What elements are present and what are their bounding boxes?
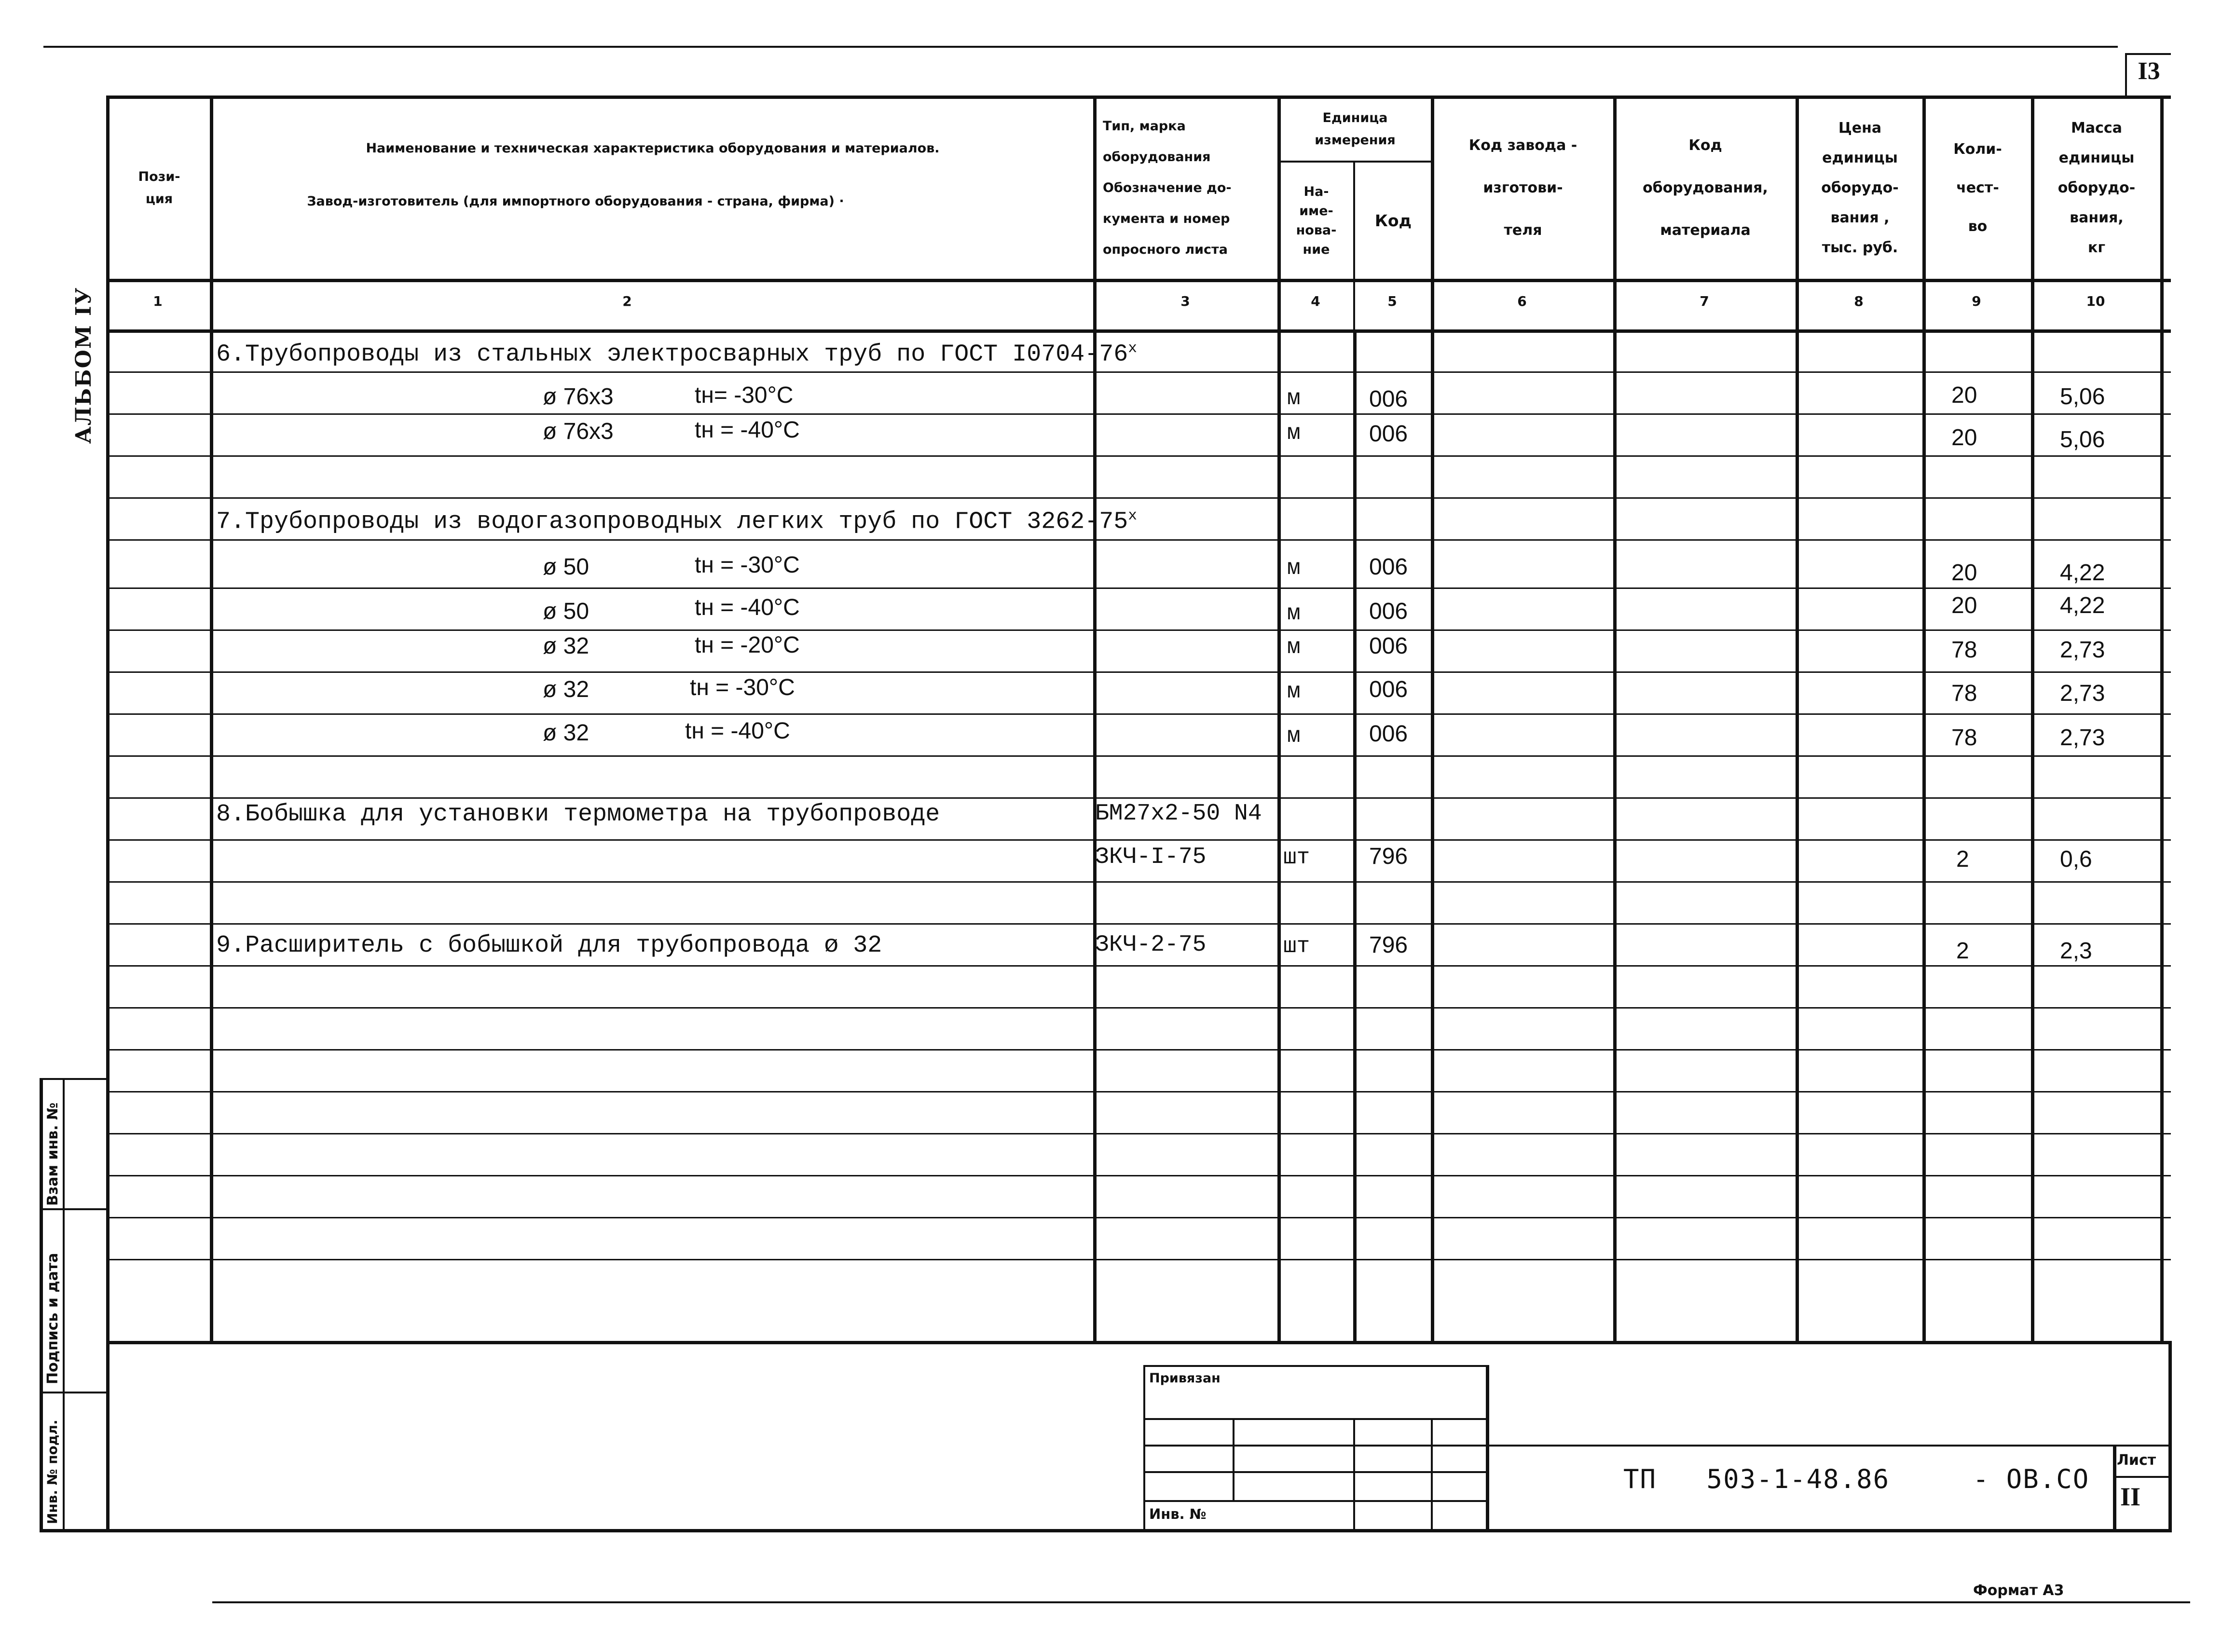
- unit-mass: 2,73: [2060, 681, 2105, 706]
- unit-mass: 0,6: [2060, 846, 2092, 872]
- section-title-sup: х: [1128, 507, 1137, 524]
- stamp-vzam: Взам инв. №: [44, 1102, 61, 1206]
- equipment-type: ЗКЧ-2-75: [1095, 932, 1207, 958]
- pipe-diameter: ø 50: [543, 599, 590, 624]
- format-label: Формат А3: [1973, 1582, 2064, 1599]
- unit-code: 006: [1369, 554, 1408, 580]
- unit-mass: 5,06: [2060, 427, 2105, 452]
- unit-mass: 4,22: [2060, 593, 2105, 618]
- pipe-temperature: tн = -40°C: [695, 595, 800, 620]
- header-unit-group: Единица измерения: [1315, 110, 1396, 148]
- stamp-inv: Инв. № подл.: [44, 1420, 60, 1524]
- pipe-diameter: ø 50: [543, 554, 590, 580]
- pipe-diameter: ø 32: [543, 720, 590, 746]
- header-quantity: Коли- чест- во: [1953, 141, 2002, 235]
- stamp-privyazan: Привязан: [1149, 1371, 1221, 1386]
- header-factory-code: Код завода - изготови- теля: [1468, 137, 1577, 239]
- unit-name: м: [1287, 724, 1301, 749]
- quantity: 78: [1951, 637, 1977, 663]
- pipe-diameter: ø 32: [543, 677, 590, 702]
- column-number: 3: [1180, 293, 1190, 309]
- header-mass: Масса единицы оборудо- вания, кг: [2057, 120, 2136, 256]
- section-7-title: [216, 507, 1137, 536]
- quantity: 78: [1951, 725, 1977, 751]
- section-9-title: 9.Расширитель с бобышкой для трубопровода ø 32: [216, 932, 882, 959]
- unit-name: м: [1287, 386, 1301, 411]
- unit-name: м: [1287, 635, 1301, 660]
- column-number: 1: [153, 293, 163, 309]
- sheet-label: Лист: [2117, 1452, 2156, 1469]
- pipe-diameter: ø 76x3: [543, 419, 614, 444]
- header-price: Цена единицы оборудо- вания , тыс. руб.: [1821, 120, 1899, 256]
- column-number: 9: [1972, 293, 1981, 309]
- pipe-diameter: ø 32: [543, 633, 590, 659]
- header-name-line1: Наименование и техническая характеристика оборудования и материалов.: [366, 141, 940, 156]
- page-number: I3: [2138, 57, 2160, 85]
- unit-name: шт: [1283, 934, 1310, 959]
- unit-code: 006: [1369, 599, 1408, 624]
- header-unit-code: Код: [1374, 211, 1412, 230]
- pipe-temperature: tн = -40°C: [685, 718, 790, 744]
- equipment-type: ЗКЧ-I-75: [1095, 844, 1207, 870]
- quantity: 20: [1951, 425, 1977, 451]
- unit-name: м: [1287, 679, 1301, 704]
- section-6-title: [216, 340, 1137, 369]
- stamp-podpis: Подпись и дата: [44, 1253, 61, 1384]
- stamp-inv-no: Инв. №: [1149, 1506, 1207, 1522]
- quantity: 20: [1951, 382, 1977, 408]
- quantity: 2: [1956, 938, 1969, 964]
- quantity: 20: [1951, 560, 1977, 586]
- column-number: 5: [1387, 293, 1397, 309]
- unit-code: 796: [1369, 844, 1408, 869]
- pipe-diameter: ø 76x3: [543, 384, 614, 410]
- header-position: Пози- ция: [138, 169, 180, 206]
- unit-code: 006: [1369, 386, 1408, 412]
- pipe-temperature: tн= -30°C: [695, 382, 794, 408]
- section-title-text: 7.Трубопроводы из водогазопроводных легких труб по ГОСТ 3262-75: [216, 508, 1128, 536]
- column-number: 6: [1517, 293, 1527, 309]
- sheet-number: II: [2120, 1482, 2141, 1511]
- column-number: 7: [1700, 293, 1709, 309]
- unit-code: 006: [1369, 677, 1408, 702]
- column-number: 10: [2086, 293, 2105, 309]
- column-number: 8: [1854, 293, 1864, 309]
- document-code: ТП 503-1-48.86 - ОВ.СО: [1623, 1464, 2090, 1494]
- pipe-temperature: tн = -20°C: [695, 632, 800, 658]
- header-equipment-code: Код оборудования, материала: [1643, 137, 1768, 239]
- unit-code: 796: [1369, 932, 1408, 958]
- unit-code: 006: [1369, 721, 1408, 747]
- column-number: 4: [1311, 293, 1320, 309]
- quantity: 78: [1951, 681, 1977, 706]
- header-name-line2: Завод-изготовитель (для импортного оборудования - страна, фирма) ·: [307, 194, 844, 209]
- quantity: 2: [1956, 846, 1969, 872]
- column-number: 2: [622, 293, 632, 309]
- header-unit-name: На- име- нова- ние: [1296, 184, 1337, 257]
- quantity: 20: [1951, 593, 1977, 618]
- album-label: АЛЬБОМ IУ: [71, 287, 96, 444]
- unit-name: м: [1287, 556, 1301, 581]
- unit-mass: 2,73: [2060, 725, 2105, 751]
- equipment-type: БМ27х2-50 N4: [1095, 801, 1262, 827]
- unit-name: шт: [1283, 845, 1310, 870]
- section-8-title: 8.Бобышка для установки термометра на трубопроводе: [216, 801, 940, 828]
- unit-mass: 2,73: [2060, 637, 2105, 663]
- pipe-temperature: tн = -30°C: [695, 552, 800, 578]
- pipe-temperature: tн = -30°C: [690, 675, 795, 700]
- header-type: Тип, марка оборудования Обозначение до- кумента и номер опросного листа: [1103, 119, 1232, 257]
- unit-mass: 2,3: [2060, 938, 2092, 964]
- unit-mass: 5,06: [2060, 384, 2105, 410]
- section-title-text: 6.Трубопроводы из стальных электросварных труб по ГОСТ I0704-76: [216, 341, 1128, 369]
- unit-name: м: [1287, 421, 1301, 446]
- pipe-temperature: tн = -40°C: [695, 417, 800, 443]
- unit-code: 006: [1369, 421, 1408, 447]
- unit-mass: 4,22: [2060, 560, 2105, 586]
- section-title-sup: х: [1128, 340, 1137, 357]
- unit-name: м: [1287, 601, 1301, 626]
- unit-code: 006: [1369, 633, 1408, 659]
